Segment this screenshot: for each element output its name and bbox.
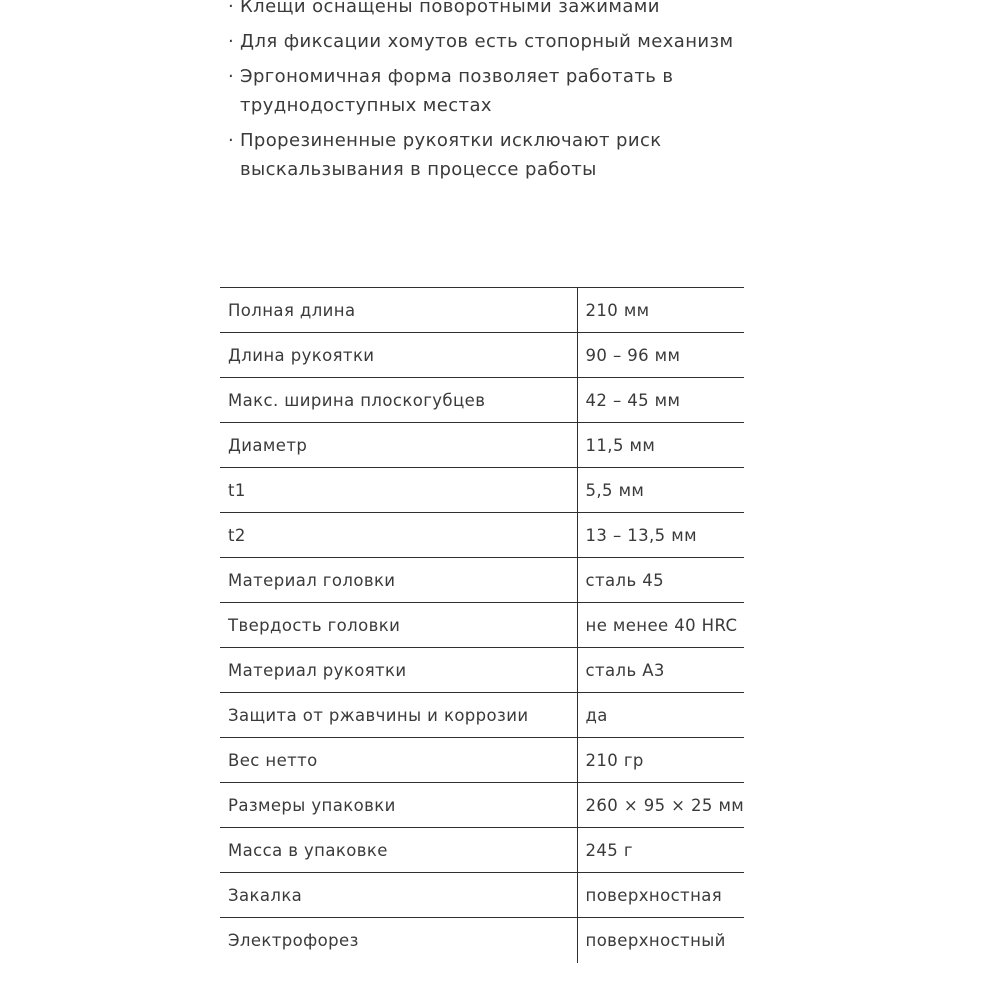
spec-name: Вес нетто xyxy=(220,738,577,783)
table-row xyxy=(220,423,744,468)
spec-name: Макс. ширина плоскогубцев xyxy=(220,378,577,423)
spec-name: Защита от ржавчины и коррозии xyxy=(220,693,577,738)
table-row xyxy=(220,333,744,378)
table-row xyxy=(220,603,744,648)
bullet-icon: · xyxy=(228,130,235,151)
spec-name: Диаметр xyxy=(220,423,577,468)
bullet-icon: · xyxy=(228,66,235,87)
spec-value: 210 гр xyxy=(577,738,744,783)
table-row xyxy=(220,693,744,738)
bullet-icon: · xyxy=(228,0,235,17)
spec-name: Масса в упаковке xyxy=(220,828,577,873)
spec-name: Закалка xyxy=(220,873,577,918)
spec-value: сталь А3 xyxy=(577,648,744,693)
table-row xyxy=(220,288,744,333)
bullet-icon: · xyxy=(228,31,235,52)
feature-text: Прорезиненные рукоятки исключают риск выскальзывания в процессе работы xyxy=(240,130,662,180)
table-row xyxy=(220,918,744,963)
spec-value: 11,5 мм xyxy=(577,423,744,468)
table-row xyxy=(220,783,744,828)
feature-list xyxy=(228,0,788,190)
table-row xyxy=(220,648,744,693)
feature-item xyxy=(228,0,788,21)
spec-value: поверхностный xyxy=(577,918,744,963)
spec-table xyxy=(220,287,744,963)
spec-value: 260 × 95 × 25 мм xyxy=(577,783,744,828)
feature-text: Клещи оснащены поворотными зажимами xyxy=(240,0,660,17)
spec-name: Материал головки xyxy=(220,558,577,603)
spec-name: t2 xyxy=(220,513,577,558)
feature-text: Эргономичная форма позволяет работать в труднодоступных местах xyxy=(240,66,674,116)
spec-name: Твердость головки xyxy=(220,603,577,648)
spec-name: Размеры упаковки xyxy=(220,783,577,828)
feature-text: Для фиксации хомутов есть стопорный механизм xyxy=(240,31,734,52)
table-row xyxy=(220,468,744,513)
spec-name: Длина рукоятки xyxy=(220,333,577,378)
spec-value: сталь 45 xyxy=(577,558,744,603)
table-row xyxy=(220,738,744,783)
spec-name: Полная длина xyxy=(220,288,577,333)
feature-item xyxy=(228,27,788,56)
spec-value: 13 – 13,5 мм xyxy=(577,513,744,558)
spec-value: 5,5 мм xyxy=(577,468,744,513)
table-row xyxy=(220,873,744,918)
spec-value: 245 г xyxy=(577,828,744,873)
spec-value: да xyxy=(577,693,744,738)
table-row xyxy=(220,558,744,603)
spec-value: не менее 40 HRC xyxy=(577,603,744,648)
feature-item xyxy=(228,126,680,184)
table-row xyxy=(220,513,744,558)
spec-name: t1 xyxy=(220,468,577,513)
spec-value: 90 – 96 мм xyxy=(577,333,744,378)
spec-value: 42 – 45 мм xyxy=(577,378,744,423)
spec-name: Электрофорез xyxy=(220,918,577,963)
feature-item xyxy=(228,62,690,120)
spec-value: поверхностная xyxy=(577,873,744,918)
table-row xyxy=(220,378,744,423)
spec-name: Материал рукоятки xyxy=(220,648,577,693)
spec-value: 210 мм xyxy=(577,288,744,333)
table-row xyxy=(220,828,744,873)
